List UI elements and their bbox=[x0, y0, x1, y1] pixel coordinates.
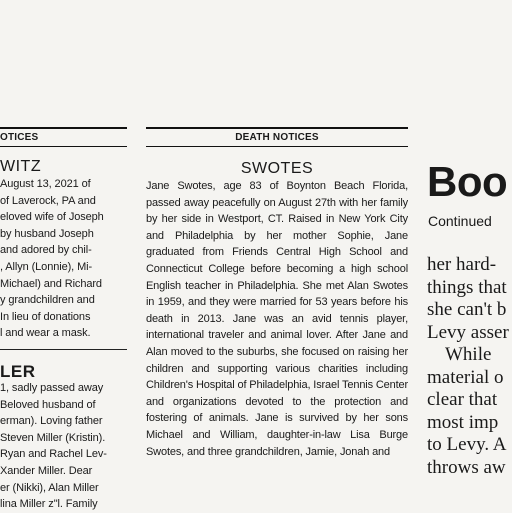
text-line: Levy asser bbox=[427, 321, 509, 343]
notice-title: SWOTES bbox=[240, 160, 314, 177]
text-line: Xander Miller. Dear bbox=[0, 464, 93, 477]
text-line: August 13, 2021 of bbox=[0, 178, 91, 190]
left-notice1-body bbox=[0, 176, 127, 342]
text-line: most imp bbox=[427, 411, 499, 433]
notice-divider bbox=[0, 349, 127, 350]
text-line: Steven Miller (Kristin). bbox=[0, 431, 106, 444]
text-line: , Allyn (Lonnie), Mi- bbox=[0, 260, 93, 273]
text-line: to Levy. A bbox=[427, 434, 507, 455]
text-line: er (Nikki), Alan Miller bbox=[0, 481, 99, 494]
notice-body: Jane Swotes, age 83 of Boynton Beach Florida, passed away peacefully on August 27th with her family by her side in Westport, CT. Raised in New York City and Philadelphia by her mother Sophie, Jane graduated from Friends Central High School and Connecticut College before becoming a high school English teacher in Philadelphia. She met Alan Swotes in 1959, and they were married for 53 years before his death in 2013. Jane was an avid tennis player, international traveler and animal lover. After Jane and Alan moved to the suburbs, she focused on raising her children and supporting various charities including Children's Hospital of Philadelphia, Israel Tennis Center and organizations devoted to the protection and fostering of animals. Jane is survived by her sons Michael and William, daughter-in-law Lisa Burge Swotes, and three grandchildren, Jamie, Jonah and bbox=[146, 180, 408, 458]
death-notices-header-label: DEATH NOTICES bbox=[235, 132, 319, 143]
text-line: l and wear a mask. bbox=[0, 327, 91, 340]
text-line: While bbox=[445, 344, 492, 365]
text-line: erman). Loving father bbox=[0, 415, 103, 428]
text-line: Michael) and Richard bbox=[0, 277, 102, 290]
text-line: lina Miller z"l. Family bbox=[0, 498, 98, 511]
left-notice2-body bbox=[0, 380, 127, 513]
left-section-header-label: OTICES bbox=[0, 132, 39, 143]
text-line: she can't b bbox=[427, 299, 507, 320]
text-line: In lieu of donations bbox=[0, 310, 91, 323]
text-line: throws aw bbox=[427, 456, 506, 478]
left-notice1-title: WITZ bbox=[0, 158, 42, 175]
swotes-notice bbox=[146, 160, 408, 512]
text-line: Beloved husband of bbox=[0, 398, 96, 411]
text-line: of Laverock, PA and bbox=[0, 194, 96, 207]
continued-label: Continued bbox=[428, 213, 492, 229]
left-section-header bbox=[0, 127, 127, 147]
article-body bbox=[427, 254, 512, 479]
text-line: clear that bbox=[427, 389, 498, 410]
text-line: and adored by chil- bbox=[0, 244, 92, 257]
text-line: by husband Joseph bbox=[0, 227, 94, 240]
text-line: her hard- bbox=[427, 254, 497, 275]
text-line: material o bbox=[427, 366, 504, 388]
text-line: y grandchildren and bbox=[0, 294, 95, 307]
text-line: 1, sadly passed away bbox=[0, 382, 104, 394]
text-line: eloved wife of Joseph bbox=[0, 211, 104, 224]
text-line: things that bbox=[427, 276, 507, 298]
left-notice2-title: LER bbox=[0, 362, 36, 381]
article-headline: Boo bbox=[427, 158, 508, 205]
death-notices-header bbox=[146, 127, 408, 147]
text-line: Ryan and Rachel Lev- bbox=[0, 448, 107, 461]
